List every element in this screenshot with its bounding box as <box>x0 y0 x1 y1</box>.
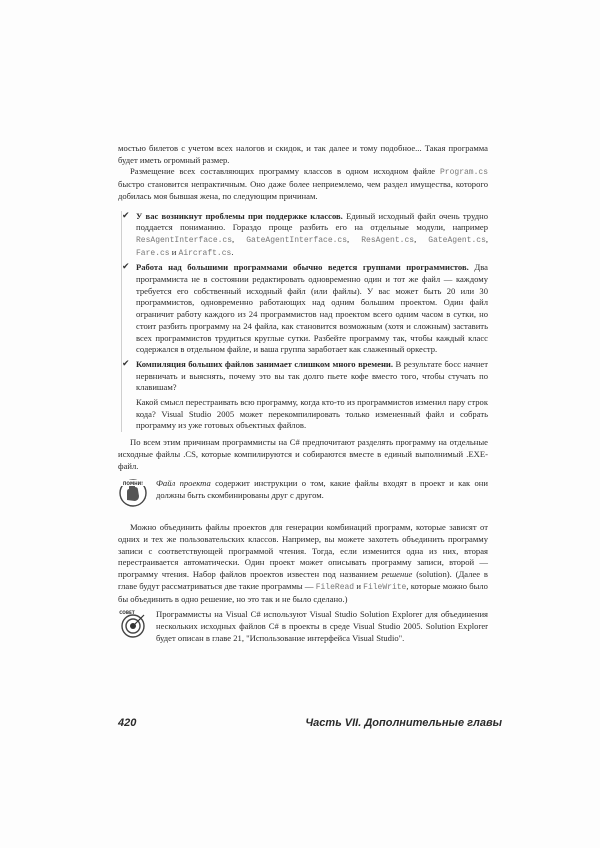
bullet-list <box>121 211 488 433</box>
note-text: Программисты на Visual C# используют Visual Studio Solution Explorer для объединения нескольких исходных файлов C# в проекты в среде Visual Studio 2005. Solution Explorer будет описан в главе 21, "Использование интерфейса Visual Studio". <box>156 609 488 643</box>
list-item: ✔ У вас возникнут проблемы при поддержке классов. Единый исходный файл очень трудно поддается пониманию. Гораздо проще разбить его на отдельные модули, например ResAgentInterface.cs, GateAgentInterface.cs, ResAgent.cs, GateAgent.cs, Fare.cs и Aircraft.cs. <box>122 210 489 258</box>
chapter-title: Часть VII. Дополнительные главы <box>305 717 502 729</box>
list-item: ✔ Компиляция больших файлов занимает слишком много времени. В результате босс начнет нервничать и выяснять, почему это вы так долго пьете кофе вместо того, чтобы стучать по клавишам? Какой смысл перестраивать всю программу, когда кто-то из программистов изменил пару строк кода? Visual Studio 2005 может перекомпилировать только измененный файл и собрать программу из уже готовых объектных файлов. <box>122 358 488 431</box>
remember-icon-label: ПОМНИ! <box>122 481 144 487</box>
page-body <box>118 143 488 644</box>
check-icon: ✔ <box>122 262 130 273</box>
page-footer <box>118 717 502 731</box>
remember-icon <box>118 478 148 508</box>
tip-icon-label: СОВЕТ <box>119 610 135 616</box>
tip-note <box>118 609 488 644</box>
check-icon: ✔ <box>122 358 130 369</box>
remember-note <box>118 478 488 508</box>
paragraph: По всем этим причинам программисты на C# предпочитают разделять программу на отдельные исходные файлы .CS, которые компилируются и собираются вместе в единый выполнимый .EXE-файл. <box>118 437 488 471</box>
page-number: 420 <box>118 717 137 729</box>
tip-target-icon <box>118 609 148 639</box>
check-icon: ✔ <box>122 210 130 221</box>
list-item: ✔ Работа над большими программами обычно ведется группами программистов. Два программиста не в состоянии редактировать одновременно один и тот же файл — каждому требуется его собственный исходный файл (или файлы). У вас может быть 20 или 30 программистов, одновременно работающих над одним большим проектом. Один файл ограничит работу каждого из 24 программистов над проектом всего одним часом в сутки, но стоит разбить программу на 24 файла, как становится возможным (хотя и сложным) заставить всех программистов трудиться круглые сутки. Разбейте программу так, чтобы каждый класс содержался в отдельном файле, и ваша группа заработает как слаженный оркестр. <box>122 262 488 355</box>
paragraph: Можно объединить файлы проектов для генерации комбинаций программ, которые зависят от одних и тех же пользовательских классов. Например, вы можете захотеть объединить программу записи с соответствующей программой чтения. Тогда, если изменится одна из них, вторая перестраивается автоматически. Один проект может описывать программу записи, второй — программу чтения. Набор файлов проектов известен под названием решение (solution). (Далее в главе будут рассматриваться две такие программы — FileRead и FileWrite, которые можно было бы объединить в одно решение, но это так и не было сделано.) <box>118 522 488 604</box>
paragraph: Размещение всех составляющих программу классов в одном исходном файле Program.cs быстро становится непрактичным. Оно даже более неприемлемо, чем раздел имущества, которого добилась моя бывшая жена, по следующим причинам. <box>118 166 488 201</box>
intro-paragraph: мостью билетов с учетом всех налогов и скидок, и так далее и тому подобное... Такая программа будет иметь огромный размер. <box>118 143 488 165</box>
list-item-subparagraph: Какой смысл перестраивать всю программу, когда кто-то из программистов изменил пару строк кода? Visual Studio 2005 может перекомпилировать только измененный файл и собрать программу из уже готовых объектных файлов. <box>136 397 488 431</box>
note-text: Файл проекта содержит инструкции о том, какие файлы входят в проект и как они должны быть скомбинированы друг с другом. <box>156 478 488 500</box>
